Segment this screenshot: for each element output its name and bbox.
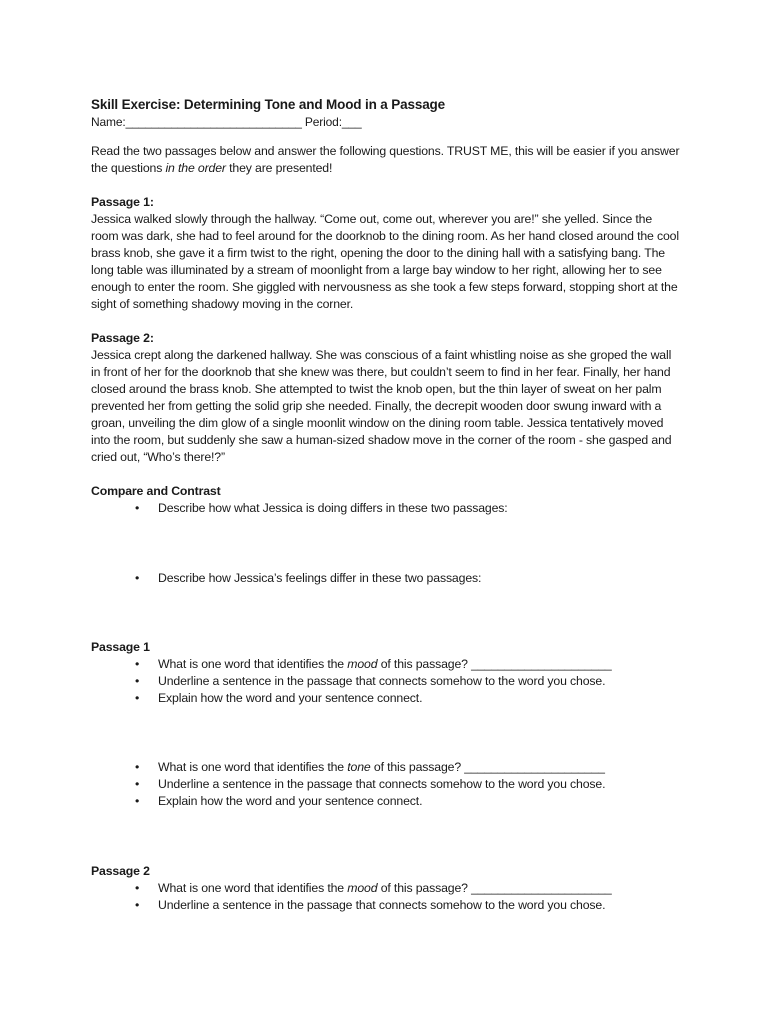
passage-1-questions-heading: Passage 1 xyxy=(91,640,150,654)
mood-question-pre: What is one word that identifies the xyxy=(158,657,348,671)
passage-1-mood-question xyxy=(91,656,681,673)
instructions xyxy=(91,143,681,177)
answer-space[interactable] xyxy=(91,810,681,863)
passage-2-mood-list xyxy=(91,880,681,914)
passage-2-underline-instruction: • Underline a sentence in the passage that connects somehow to the word you chose. xyxy=(91,897,681,914)
passage-1-text: Jessica walked slowly through the hallway. “Come out, come out, wherever you are!” she yelled. Since the room was dark, she had to feel around for the doorknob to the dining room. As her hand closed around the cool brass knob, she gave it a firm twist to the right, opening the door to the dining hall with a satisfying bang. The long table was illuminated by a stream of moonlight from a large bay window to her right, allowing her to see enough to enter the room. She giggled with nervousness as she took a few steps forward, stopping short at the sight of something shadowy moving in the corner. xyxy=(91,212,679,311)
instructions-part1: Read the two passages below and answer the following questions. TRUST ME, this will be easier if you answer the questions xyxy=(91,144,680,175)
mood-question-post: of this passage? _____________________ xyxy=(377,657,612,671)
passage-1-heading: Passage 1: xyxy=(91,195,154,209)
worksheet-content xyxy=(91,96,681,914)
compare-list xyxy=(91,500,681,517)
tone-question-pre: What is one word that identifies the xyxy=(158,760,348,774)
compare-list-2 xyxy=(91,570,681,587)
passage-2 xyxy=(91,330,681,466)
page-title: Skill Exercise: Determining Tone and Mood in a Passage xyxy=(91,97,446,112)
answer-space[interactable] xyxy=(91,587,681,639)
name-period-line: Name:___________________________ Period:___ xyxy=(91,115,362,129)
answer-space[interactable] xyxy=(91,707,681,759)
instructions-italic: in the order xyxy=(165,161,226,175)
passage-2-questions-heading: Passage 2 xyxy=(91,864,150,878)
mood-word: mood xyxy=(347,657,378,671)
passage-1-underline-instruction-2: • Underline a sentence in the passage that connects somehow to the word you chose. xyxy=(91,776,681,793)
instructions-part2: they are presented! xyxy=(225,161,333,175)
passage-1 xyxy=(91,194,681,313)
passage-1-explain-instruction: • Explain how the word and your sentence connect. xyxy=(91,690,681,707)
passage-2-text: Jessica crept along the darkened hallway. She was conscious of a faint whistling noise as she groped the wall in front of her for the doorknob that she knew was there, but couldn’t seem to find in her fear. Finally, her hand closed around the brass knob. She attempted to twist the knob open, but the thin layer of sweat on her palm prevented her from getting the solid grip she needed. Finally, the decrepit wooden door swung inward with a groan, unveiling the dim glow of a single moonlit window on the dining room table. Jessica tentatively moved into the room, but suddenly she saw a human-sized shadow move in the corner of the room - she gasped and cried out, “Who’s there!?” xyxy=(91,348,672,464)
mood-word: mood xyxy=(347,881,378,895)
passage-1-tone-question xyxy=(91,759,681,776)
answer-space[interactable] xyxy=(91,517,681,570)
passage-1-underline-instruction: • Underline a sentence in the passage that connects somehow to the word you chose. xyxy=(91,673,681,690)
passage-1-tone-list xyxy=(91,759,681,810)
compare-section xyxy=(91,483,681,639)
passage-1-explain-instruction-2: • Explain how the word and your sentence connect. xyxy=(91,793,681,810)
passage-2-heading: Passage 2: xyxy=(91,331,154,345)
passage-2-mood-question xyxy=(91,880,681,897)
tone-question-post: of this passage? _____________________ xyxy=(370,760,605,774)
tone-word: tone xyxy=(347,760,371,774)
compare-heading: Compare and Contrast xyxy=(91,484,221,498)
mood-question-pre: What is one word that identifies the xyxy=(158,881,348,895)
passage-1-questions xyxy=(91,639,681,863)
passage-2-questions xyxy=(91,863,681,914)
mood-question-post: of this passage? _____________________ xyxy=(377,881,612,895)
passage-1-mood-list xyxy=(91,656,681,707)
compare-question-2: • Describe how Jessica’s feelings differ in these two passages: xyxy=(91,570,681,587)
compare-question-1: • Describe how what Jessica is doing differs in these two passages: xyxy=(91,500,681,517)
